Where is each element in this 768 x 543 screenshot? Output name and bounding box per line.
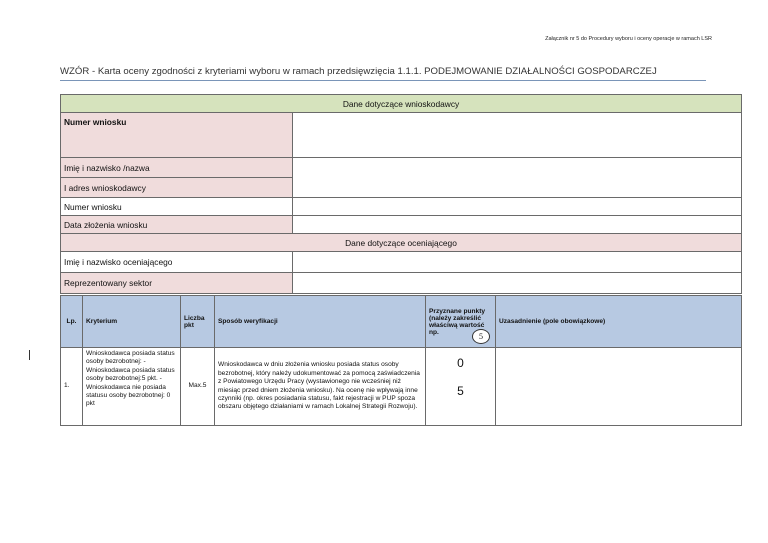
- circled-example-stamp: 5: [472, 329, 490, 344]
- header-points: Liczba pkt: [181, 296, 215, 348]
- row-lp: 1.: [61, 348, 83, 426]
- header-criterion: Kryterium: [83, 296, 181, 348]
- table-row: [61, 348, 742, 426]
- header-lp: Lp.: [61, 296, 83, 348]
- evaluator-name-value[interactable]: [293, 252, 742, 273]
- application-number-big-value[interactable]: [293, 113, 742, 158]
- applicant-section-header: Dane dotyczące wnioskodawcy: [61, 95, 742, 113]
- applicant-name-label: Imię i nazwisko /nazwa: [61, 158, 293, 178]
- header-verification: Sposób weryfikacji: [215, 296, 426, 348]
- row-verification: Wnioskodawca w dniu złożenia wniosku posiada status osoby bezrobotnej, który należy udokumentować za pomocą zaświadczenia z Powiatowego Urzędu Pracy (wystawionego nie wcześniej niż miesiąc przed dniem złożenia wniosku). Na ocenę nie wpływają inne czynniki (np. okres posiadania statusu, fakt rejestracji w PUP spoza obszaru objętego działaniami w ramach Lokalnej Strategii Rozwoju).: [215, 348, 426, 426]
- row-justification[interactable]: [496, 348, 742, 426]
- row-max-points: Max.5: [181, 348, 215, 426]
- row-criterion: Wnioskodawca posiada status osoby bezrobotnej: - Wnioskodawca posiada status osoby bezrobotnej:5 pkt. - Wnioskodawca nie posiada statusu osoby bezrobotnej: 0 pkt: [83, 348, 181, 426]
- page-title: WZÓR - Karta oceny zgodności z kryteriami wyboru w ramach przedsięwzięcia 1.1.1. PODEJMOWANIE DZIAŁALNOŚCI GOSPODARCZEJ: [60, 66, 657, 77]
- application-number-label: Numer wniosku: [61, 198, 293, 216]
- header-justification: Uzasadnienie (pole obowiązkowe): [496, 296, 742, 348]
- row-awarded-points: [426, 348, 496, 426]
- text-cursor: [29, 350, 30, 360]
- represented-sector-value[interactable]: [293, 273, 742, 294]
- submission-date-label: Data złożenia wniosku: [61, 216, 293, 234]
- points-option-5[interactable]: 5: [457, 384, 464, 399]
- evaluator-section-header: Dane dotyczące oceniającego: [61, 234, 742, 252]
- applicant-name-address-value[interactable]: [293, 158, 742, 198]
- applicant-data-table: [60, 94, 742, 294]
- annex-note: Załącznik nr 5 do Procedury wyboru i oceny operacje w ramach LSR: [545, 36, 712, 42]
- submission-date-value[interactable]: [293, 216, 742, 234]
- header-awarded: Przyznane punkty (należy zakreślić właściwą wartość np.: [426, 296, 496, 348]
- criteria-table: [60, 295, 742, 426]
- evaluator-name-label: Imię i nazwisko oceniającego: [61, 252, 293, 273]
- represented-sector-label: Reprezentowany sektor: [61, 273, 293, 294]
- application-number-big-label: Numer wniosku: [61, 113, 293, 158]
- title-underline: [60, 80, 706, 81]
- application-number-value[interactable]: [293, 198, 742, 216]
- points-option-0[interactable]: 0: [457, 356, 464, 370]
- applicant-address-label: I adres wnioskodawcy: [61, 178, 293, 198]
